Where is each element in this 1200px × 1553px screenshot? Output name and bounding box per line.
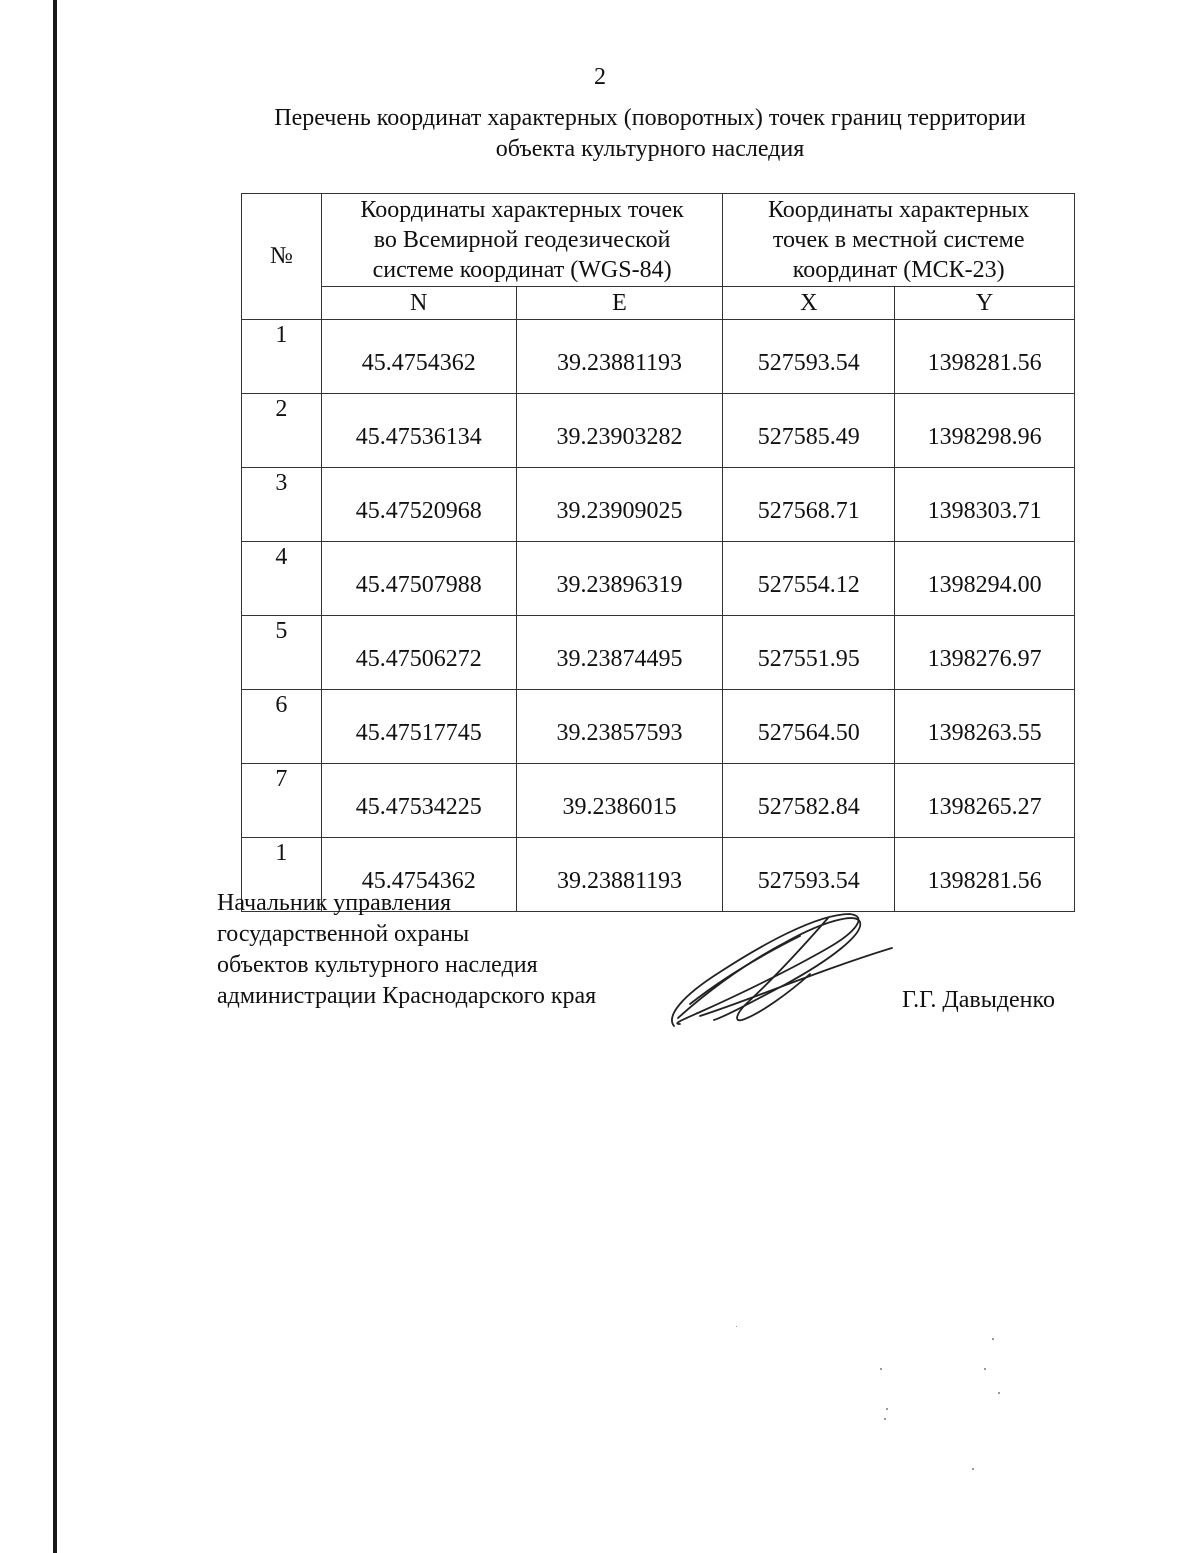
longitude-e: 39.23881193 bbox=[516, 838, 723, 912]
signer-name: Г.Г. Давыденко bbox=[902, 987, 1055, 1013]
latitude-n: 45.4754362 bbox=[321, 838, 516, 912]
number-column-header: № bbox=[242, 194, 322, 320]
coordinate-x: 527554.12 bbox=[723, 542, 895, 616]
position-line-4: администрации Краснодарского края bbox=[217, 983, 597, 1009]
column-header-e: E bbox=[516, 287, 723, 320]
point-number: 6 bbox=[242, 690, 322, 764]
document-title-line-1: Перечень координат характерных (поворотных) точек границ территории bbox=[274, 105, 1026, 131]
point-number: 2 bbox=[242, 394, 322, 468]
coordinate-y: 1398281.56 bbox=[895, 320, 1075, 394]
latitude-n: 45.4754362 bbox=[321, 320, 516, 394]
coordinate-y: 1398263.55 bbox=[895, 690, 1075, 764]
coordinate-x: 527551.95 bbox=[723, 616, 895, 690]
point-number: 7 bbox=[242, 764, 322, 838]
latitude-n: 45.47507988 bbox=[321, 542, 516, 616]
msk23-header-line-1: Координаты характерных bbox=[767, 197, 1030, 223]
coordinate-y: 1398276.97 bbox=[895, 616, 1075, 690]
msk23-header-line-2: точек в местной системе bbox=[772, 227, 1025, 253]
point-number: 1 bbox=[242, 320, 322, 394]
latitude-n: 45.47520968 bbox=[321, 468, 516, 542]
point-number: 4 bbox=[242, 542, 322, 616]
column-header-x: X bbox=[723, 287, 895, 320]
position-line-2: государственной охраны bbox=[217, 921, 470, 947]
column-header-n: N bbox=[321, 287, 516, 320]
latitude-n: 45.47517745 bbox=[321, 690, 516, 764]
point-number: 5 bbox=[242, 616, 322, 690]
document-title-line-2: объекта культурного наследия bbox=[495, 136, 805, 162]
latitude-n: 45.47506272 bbox=[321, 616, 516, 690]
longitude-e: 39.23857593 bbox=[516, 690, 723, 764]
coordinate-x: 527564.50 bbox=[723, 690, 895, 764]
longitude-e: 39.23896319 bbox=[516, 542, 723, 616]
coordinate-y: 1398294.00 bbox=[895, 542, 1075, 616]
latitude-n: 45.47534225 bbox=[321, 764, 516, 838]
coordinate-x: 527582.84 bbox=[723, 764, 895, 838]
coordinate-x: 527568.71 bbox=[723, 468, 895, 542]
page-number: 2 bbox=[594, 64, 606, 90]
position-line-1: Начальник управления bbox=[217, 890, 452, 916]
point-number: 3 bbox=[242, 468, 322, 542]
longitude-e: 39.23881193 bbox=[516, 320, 723, 394]
point-number: 1 bbox=[242, 838, 322, 912]
coordinate-x: 527593.54 bbox=[723, 320, 895, 394]
msk23-header-line-3: координат (МСК-23) bbox=[792, 257, 1005, 283]
coordinate-y: 1398281.56 bbox=[895, 838, 1075, 912]
wgs84-header-line-1: Координаты характерных точек bbox=[360, 197, 684, 223]
longitude-e: 39.2386015 bbox=[516, 764, 723, 838]
coordinate-y: 1398303.71 bbox=[895, 468, 1075, 542]
longitude-e: 39.23874495 bbox=[516, 616, 723, 690]
column-header-y: Y bbox=[895, 287, 1075, 320]
position-line-3: объектов культурного наследия bbox=[217, 952, 538, 978]
coordinate-x: 527593.54 bbox=[723, 838, 895, 912]
coordinate-x: 527585.49 bbox=[723, 394, 895, 468]
coordinate-y: 1398298.96 bbox=[895, 394, 1075, 468]
wgs84-header-line-3: системе координат (WGS-84) bbox=[372, 257, 672, 283]
longitude-e: 39.23903282 bbox=[516, 394, 723, 468]
latitude-n: 45.47536134 bbox=[321, 394, 516, 468]
longitude-e: 39.23909025 bbox=[516, 468, 723, 542]
coordinate-y: 1398265.27 bbox=[895, 764, 1075, 838]
wgs84-header-line-2: во Всемирной геодезической bbox=[373, 227, 671, 253]
